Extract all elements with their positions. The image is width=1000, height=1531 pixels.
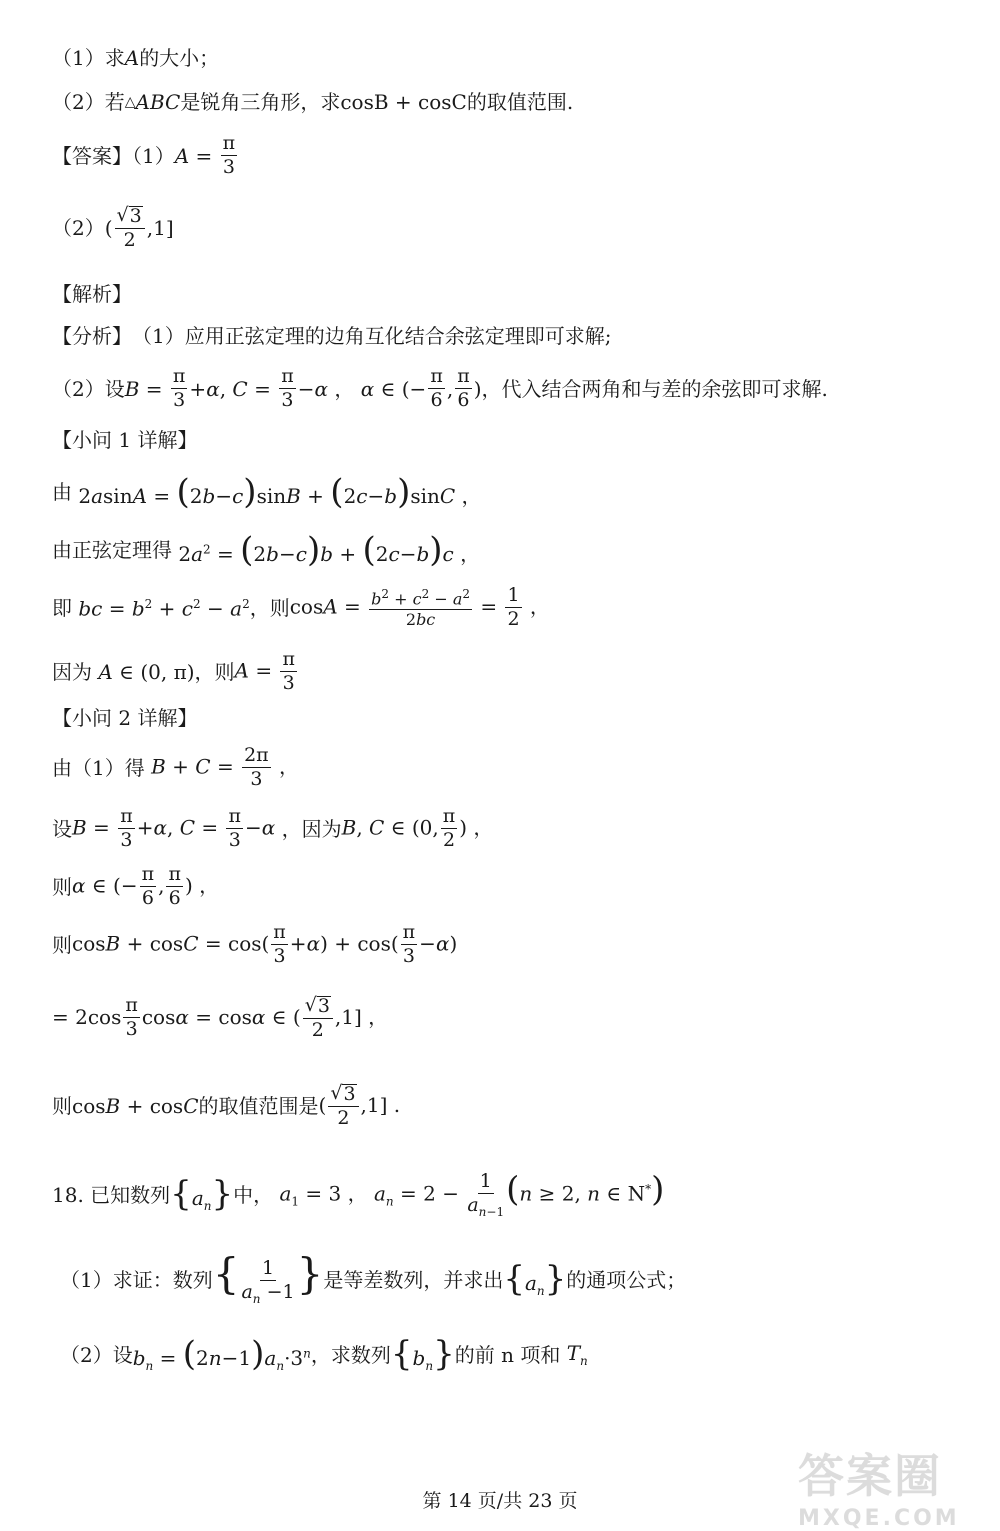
watermark-logo [798,1440,988,1531]
step-8-line: 则 cosB + cosC = cos( $\frac{\pi}{3}$ +α) + cos( $\frac{\pi}{3}$ −α) [52,921,458,967]
answer-2-line: （2） ( √ 3 2 ,1] [52,203,174,251]
analysis-line: 【分析】 （1）应用正弦定理的边角互化结合余弦定理即可求解; [52,324,612,348]
question-1-line: （1）求 A 的大小； [52,46,220,70]
fraction: $\frac{\pi}{3}$ [222,132,236,178]
jiexi-heading: 【解析】 [52,282,132,306]
fraction: √ 3 2 [115,206,145,251]
step-1-line: 由 2asinA = (2b−c)sinB + (2c−b)sinC ， [52,471,482,512]
step-3-line: 即 bc = $b^2 + c^2 - a^2$ ，则 cosA = $\frac{b^2 + c^2 - a^2}{2bc}$ = $\frac{1}{2}$ ， [52,584,550,630]
step-6-line: 设 B = $\frac{\pi}{3}$ +α, C = $\frac{\pi}{3}$ −α ，因为 B, C ∈ (0, $\frac{\pi}{2}$ ) ， [52,805,494,851]
problem-18-line: 18. 已知数列 $\{a_n\}$ 中， $a_1 = 3$ ， $a_n = 2$ − $\frac{1}{a_{n-1}}$ (n ≥ 2, n ∈ N*) [52,1169,665,1219]
answer-1-line: 【答案】（1） A = $\frac{\pi}{3}$ [52,132,236,178]
question-2-line: （2）若 △ ABC 是锐角三角形，求 cosB + cosC 的取值范围. [52,90,574,114]
step-7-line: 则 α ∈ (− $\frac{\pi}{6}$ , $\frac{\pi}{6}$ ) ， [52,863,220,909]
step-4-line: 因为 A ∈ (0, π) ，则 A = $\frac{\pi}{3}$ [52,648,295,694]
watermark-en: MXQE.COM [798,1506,960,1531]
sub-question-2-heading: 【小问 2 详解】 [52,706,198,730]
sub-question-1-heading: 【小问 1 详解】 [52,428,198,452]
step-2-line: 由正弦定理得 $2a^2 = (2b-c)b + (2c-b)c$ ， [52,529,481,570]
problem-18-q2-line: （2）设 $b_n = (2n-1)a_n\cdot 3^n$ ，求数列 $\{b_n\}$ 的前 n 项和 $T_n$ [60,1333,588,1374]
watermark-cn: 答案圈 [798,1449,942,1503]
problem-18-q1-line: （1）求证：数列 { $\frac{1}{a_n -1}$ } 是等差数列，并求出 $\{a_n\}$ 的通项公式； [60,1248,687,1306]
step-10-line: 则 cosB + cosC 的取值范围是 ( √ 3 2 ,1] . [52,1081,401,1129]
step-5-line: 由（1）得 B + C = $\frac{2\pi}{3}$ ， [52,744,300,790]
page-footer: 第 14 页/共 23 页 [422,1490,578,1512]
analysis-2-line: （2）设 B = $\frac{\pi}{3}$ + α , C = $\frac{\pi}{3}$ − α ， α ∈ (− $\frac{\pi}{6}$ , $\frac{\pi}{6}$ ) ，代入结合两角和与差的余弦即可求解. [52,365,828,411]
step-9-line: = 2cos $\frac{\pi}{3}$ cosα = cosα ∈ ( √ 3 2 ,1] ， [52,993,389,1041]
